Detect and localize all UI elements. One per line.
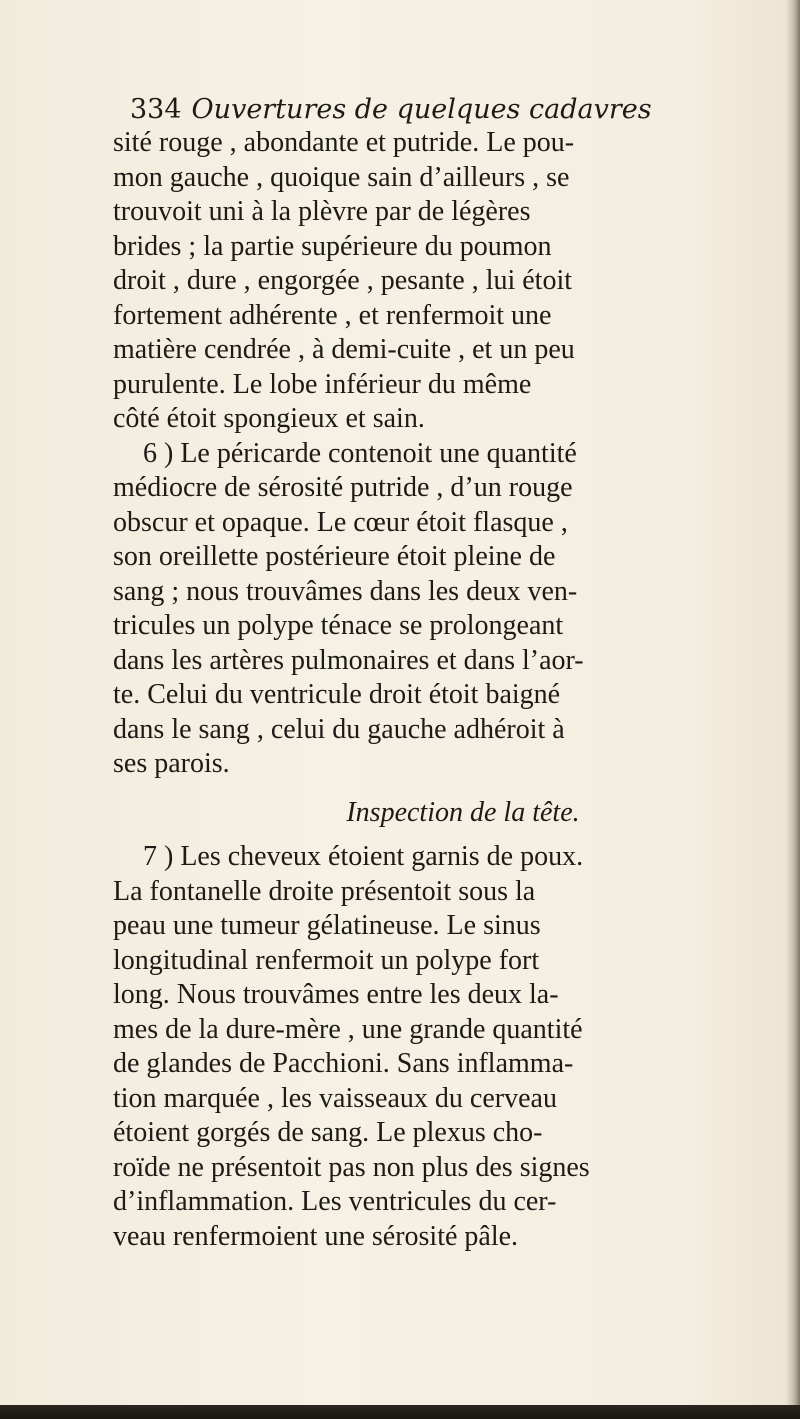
text-line: tion marquée , les vaisseaux du cerveau — [113, 1082, 557, 1114]
text-line: long. Nous trouvâmes entre les deux la- — [113, 979, 559, 1010]
text-line: ses parois. — [113, 748, 230, 779]
text-line: son oreillette postérieure étoit pleine de — [113, 541, 556, 572]
running-title: Ouvertures de quelques cadavres — [191, 94, 652, 125]
text-line: roïde ne présentoit pas non plus des signes — [113, 1151, 590, 1183]
text-line: tricules un polype ténace se prolongeant — [113, 610, 564, 641]
page-header — [130, 92, 730, 128]
text-line: sang ; nous trouvâmes dans les deux ven- — [113, 575, 578, 607]
text-line: matière cendrée , à demi-cuite , et un peu — [113, 334, 575, 365]
body-text — [113, 126, 793, 1254]
text-line: veau renfermoient une sérosité pâle. — [113, 1220, 519, 1252]
paragraph-start: 7 ) Les cheveux étoient garnis de poux. — [143, 841, 584, 872]
text-line: La fontanelle droite présentoit sous la — [113, 875, 536, 907]
page-edge-shadow — [786, 0, 800, 1419]
page-number: 334 — [130, 94, 182, 125]
text-line: côté étoit spongieux et sain. — [113, 403, 425, 434]
text-line: obscur et opaque. Le cœur étoit flasque , — [113, 506, 568, 538]
text-line: te. Celui du ventricule droit étoit baigné — [113, 679, 561, 710]
text-line: d’inflammation. Les ventricules du cer- — [113, 1186, 557, 1217]
text-line: trouvoit uni à la plèvre par de légères — [113, 196, 531, 227]
text-line: mon gauche , quoique sain d’ailleurs , se — [113, 161, 570, 193]
text-line: droit , dure , engorgée , pesante , lui étoit — [113, 265, 573, 296]
text-line: longitudinal renfermoit un polype fort — [113, 944, 540, 976]
text-line: sité rouge , abondante et putride. Le pou- — [113, 127, 575, 158]
text-line: purulente. Le lobe inférieur du même — [113, 368, 532, 400]
section-heading: Inspection de la tête. — [346, 796, 580, 828]
text-line: brides ; la partie supérieure du poumon — [113, 230, 552, 262]
text-line: peau une tumeur gélatineuse. Le sinus — [113, 910, 541, 941]
text-line: dans le sang , celui du gauche adhéroit à — [113, 713, 565, 745]
paragraph-start: 6 ) Le péricarde contenoit une quantité — [143, 437, 577, 469]
text-line: fortement adhérente , et renfermoit une — [113, 299, 552, 331]
text-line: de glandes de Pacchioni. Sans inflamma- — [113, 1048, 574, 1079]
text-line: dans les artères pulmonaires et dans l’aor- — [113, 644, 584, 676]
text-line: mes de la dure-mère , une grande quantité — [113, 1013, 583, 1045]
text-line: étoient gorgés de sang. Le plexus cho- — [113, 1117, 543, 1148]
scan-bottom-border — [0, 1405, 800, 1419]
text-line: médiocre de sérosité putride , d’un rouge — [113, 472, 573, 503]
